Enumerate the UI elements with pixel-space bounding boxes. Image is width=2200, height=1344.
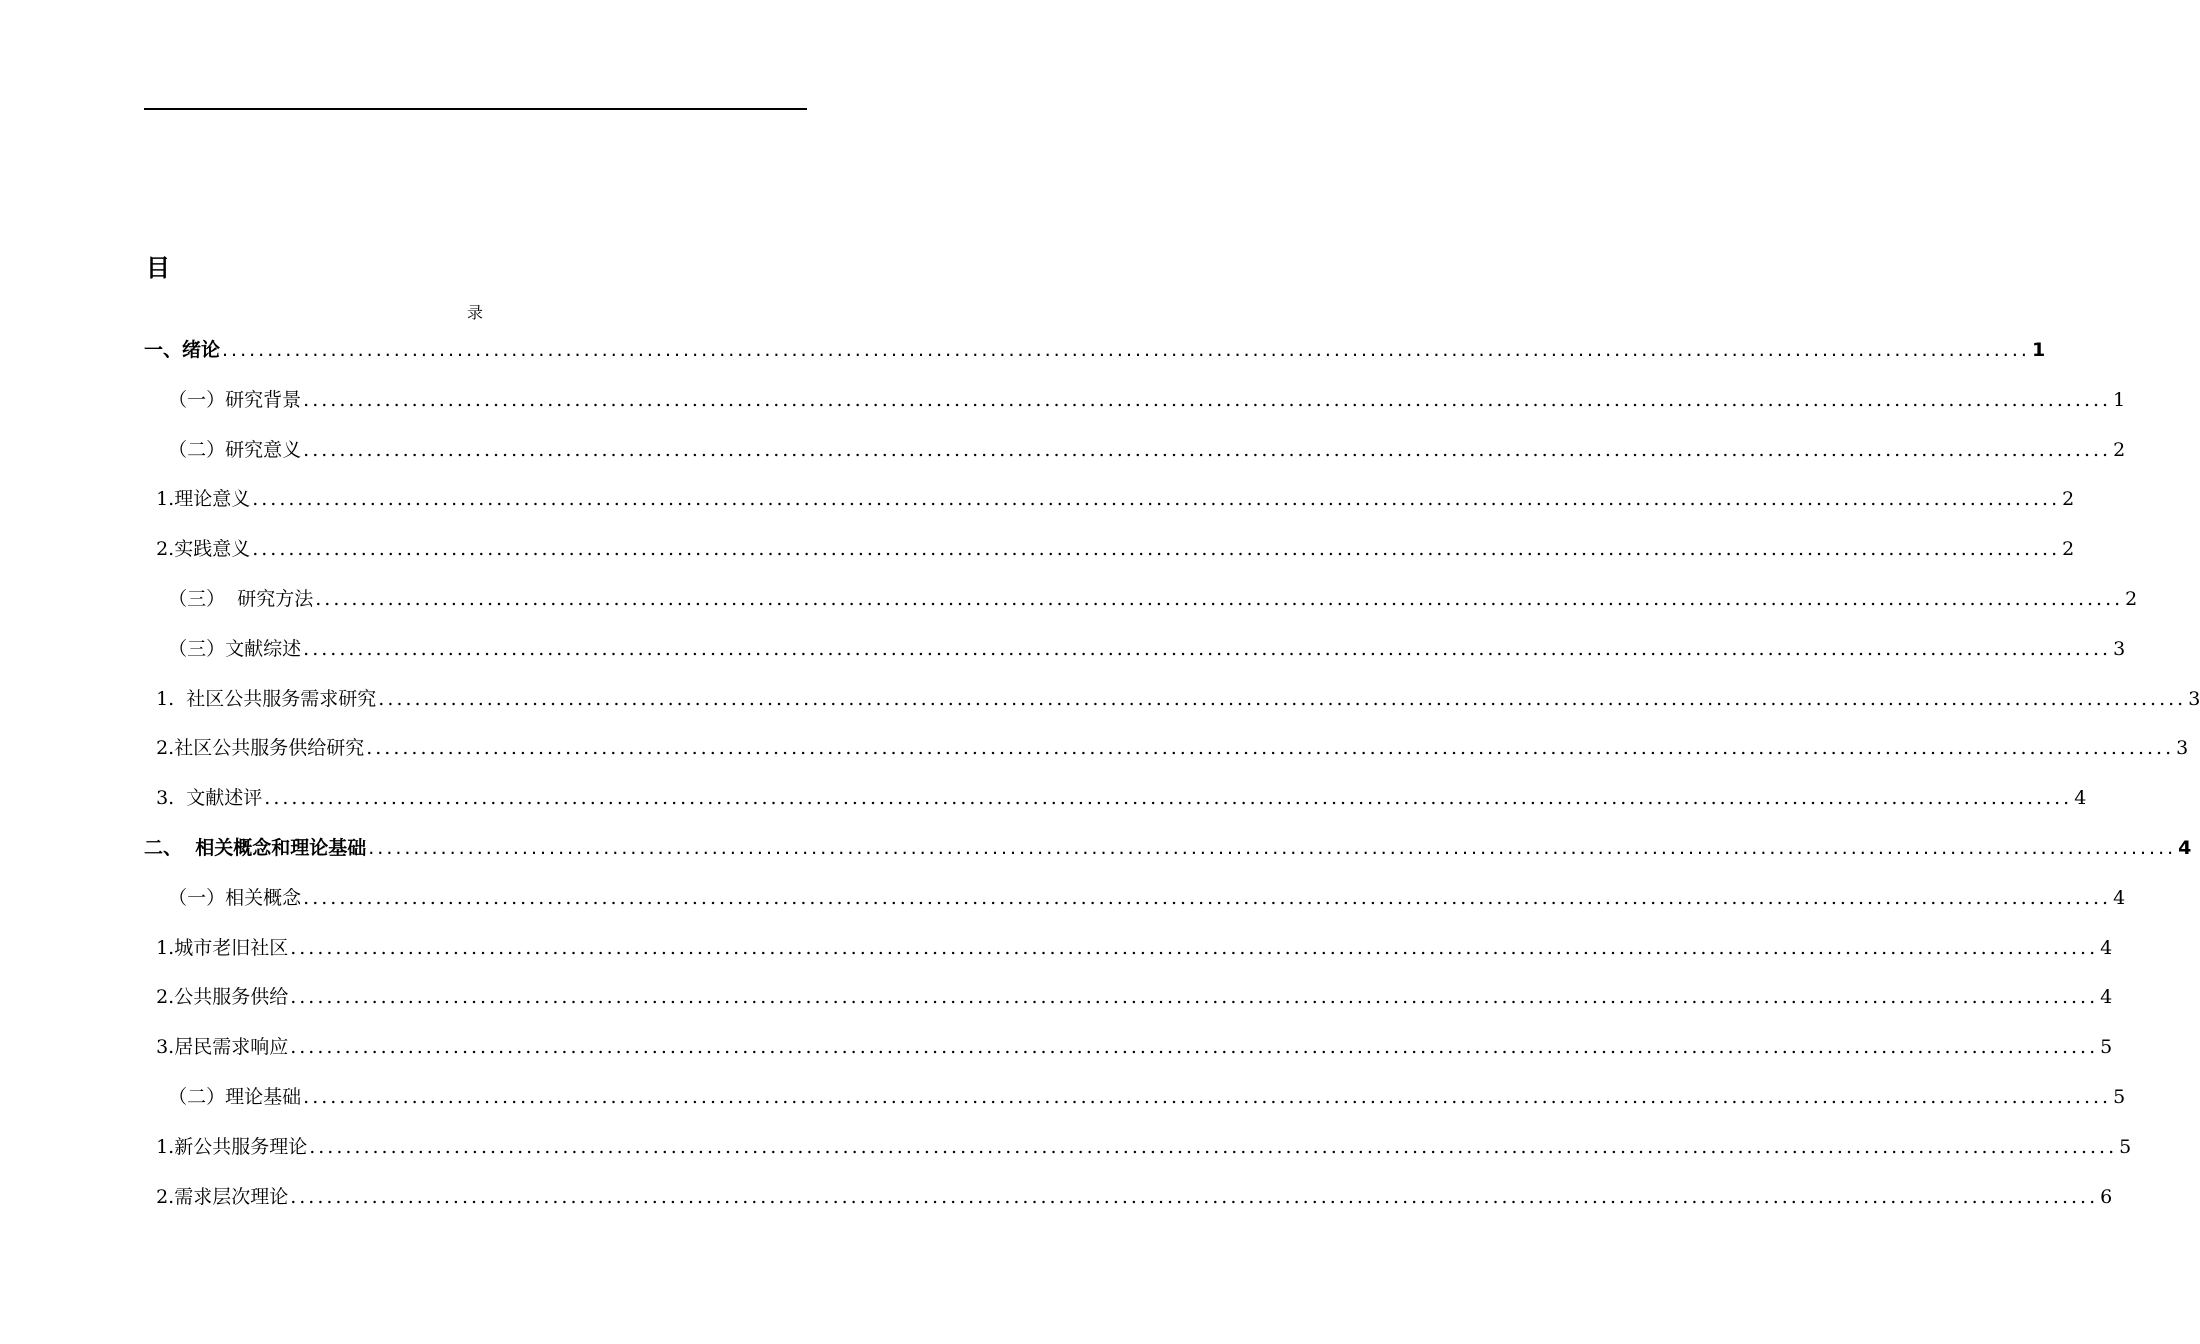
toc-entry-title: 1.新公共服务理论 <box>144 1136 308 1158</box>
toc-entry-page-number: 2 <box>2062 488 2075 510</box>
toc-entry[interactable] <box>144 730 2189 760</box>
toc-entry-title: （一）研究背景 <box>144 389 302 411</box>
toc-entry[interactable] <box>144 631 2126 661</box>
toc-dot-leader: ........................................................................................................................................................................................................ <box>252 538 2061 560</box>
toc-dot-leader: ........................................................................................................................................................................................................ <box>309 1136 2118 1158</box>
toc-entry-page-number: 1 <box>2113 389 2126 411</box>
toc-entry-title: 1.城市老旧社区 <box>144 937 289 959</box>
toc-dot-leader: ........................................................................................................................................................................................................ <box>222 339 2030 361</box>
toc-dot-leader: ........................................................................................................................................................................................................ <box>264 787 2073 809</box>
toc-entry-page-number: 3 <box>2113 638 2126 660</box>
toc-dot-leader: ........................................................................................................................................................................................................ <box>303 439 2112 461</box>
toc-entry[interactable] <box>144 880 2126 910</box>
toc-entry-title: 1.理论意义 <box>144 488 251 510</box>
toc-dot-leader: ........................................................................................................................................................................................................ <box>366 737 2175 759</box>
toc-entry-title: 1. 社区公共服务需求研究 <box>144 688 377 710</box>
toc-dot-leader: ........................................................................................................................................................................................................ <box>315 588 2124 610</box>
toc-entry[interactable] <box>144 1079 2126 1109</box>
toc-entry[interactable] <box>144 432 2126 462</box>
toc-entry[interactable] <box>144 830 2192 860</box>
toc-dot-leader: ........................................................................................................................................................................................................ <box>368 837 2177 859</box>
toc-entry[interactable] <box>144 581 2138 611</box>
toc-entry[interactable] <box>144 1179 2113 1209</box>
toc-entry[interactable] <box>144 531 2075 561</box>
toc-dot-leader: ........................................................................................................................................................................................................ <box>303 389 2112 411</box>
toc-entry-title: 2.需求层次理论 <box>144 1186 289 1208</box>
toc-entry[interactable] <box>144 1029 2113 1059</box>
toc-dot-leader: ........................................................................................................................................................................................................ <box>303 638 2112 660</box>
toc-entry-title: （三） 研究方法 <box>144 588 314 610</box>
toc-entry-page-number: 3 <box>2176 737 2189 759</box>
toc-entry-page-number: 2 <box>2125 588 2138 610</box>
toc-entry-title: 一、绪论 <box>144 339 221 361</box>
toc-dot-leader: ........................................................................................................................................................................................................ <box>378 688 2187 710</box>
toc-dot-leader: ........................................................................................................................................................................................................ <box>303 887 2112 909</box>
toc-entry-title: 二、 相关概念和理论基础 <box>144 837 367 859</box>
toc-dot-leader: ........................................................................................................................................................................................................ <box>290 1036 2099 1058</box>
toc-entry-page-number: 1 <box>2031 339 2046 361</box>
toc-entry-page-number: 3 <box>2188 688 2200 710</box>
toc-entry[interactable] <box>144 930 2113 960</box>
toc-entry-title: （二）理论基础 <box>144 1086 302 1108</box>
toc-entry-page-number: 5 <box>2100 1036 2113 1058</box>
toc-dot-leader: ........................................................................................................................................................................................................ <box>290 986 2099 1008</box>
toc-entry-page-number: 6 <box>2100 1186 2113 1208</box>
toc-entry[interactable] <box>144 681 2200 711</box>
toc-entry-page-number: 4 <box>2100 937 2113 959</box>
toc-dot-leader: ........................................................................................................................................................................................................ <box>303 1086 2112 1108</box>
toc-entry-title: 2.实践意义 <box>144 538 251 560</box>
toc-entry[interactable] <box>144 481 2075 511</box>
toc-entry-title: 2.公共服务供给 <box>144 986 289 1008</box>
toc-entry-title: 3. 文献述评 <box>144 787 263 809</box>
toc-dot-leader: ........................................................................................................................................................................................................ <box>290 1186 2099 1208</box>
toc-entry-page-number: 4 <box>2113 887 2126 909</box>
toc-entry-title: 3.居民需求响应 <box>144 1036 289 1058</box>
toc-entry-page-number: 4 <box>2100 986 2113 1008</box>
toc-entry-page-number: 4 <box>2074 787 2087 809</box>
toc-title-continued: 录 <box>466 303 483 322</box>
toc-entry-title: 2.社区公共服务供给研究 <box>144 737 365 759</box>
toc-dot-leader: ........................................................................................................................................................................................................ <box>290 937 2099 959</box>
toc-entry-page-number: 5 <box>2113 1086 2126 1108</box>
toc-entry-page-number: 4 <box>2178 837 2192 859</box>
toc-entry-page-number: 2 <box>2113 439 2126 461</box>
toc-entry[interactable] <box>144 1129 2132 1159</box>
header-rule <box>144 108 807 110</box>
toc-entry-page-number: 2 <box>2062 538 2075 560</box>
toc-title: 目 <box>146 254 170 282</box>
toc-entry-title: （三）文献综述 <box>144 638 302 660</box>
toc-entry-title: （二）研究意义 <box>144 439 302 461</box>
toc-entry[interactable] <box>144 780 2087 810</box>
toc-entry[interactable] <box>144 382 2126 412</box>
toc-entry[interactable] <box>144 979 2113 1009</box>
toc-entry[interactable] <box>144 332 2046 362</box>
toc-entry-title: （一）相关概念 <box>144 887 302 909</box>
toc-entry-page-number: 5 <box>2119 1136 2132 1158</box>
toc-dot-leader: ........................................................................................................................................................................................................ <box>252 488 2061 510</box>
